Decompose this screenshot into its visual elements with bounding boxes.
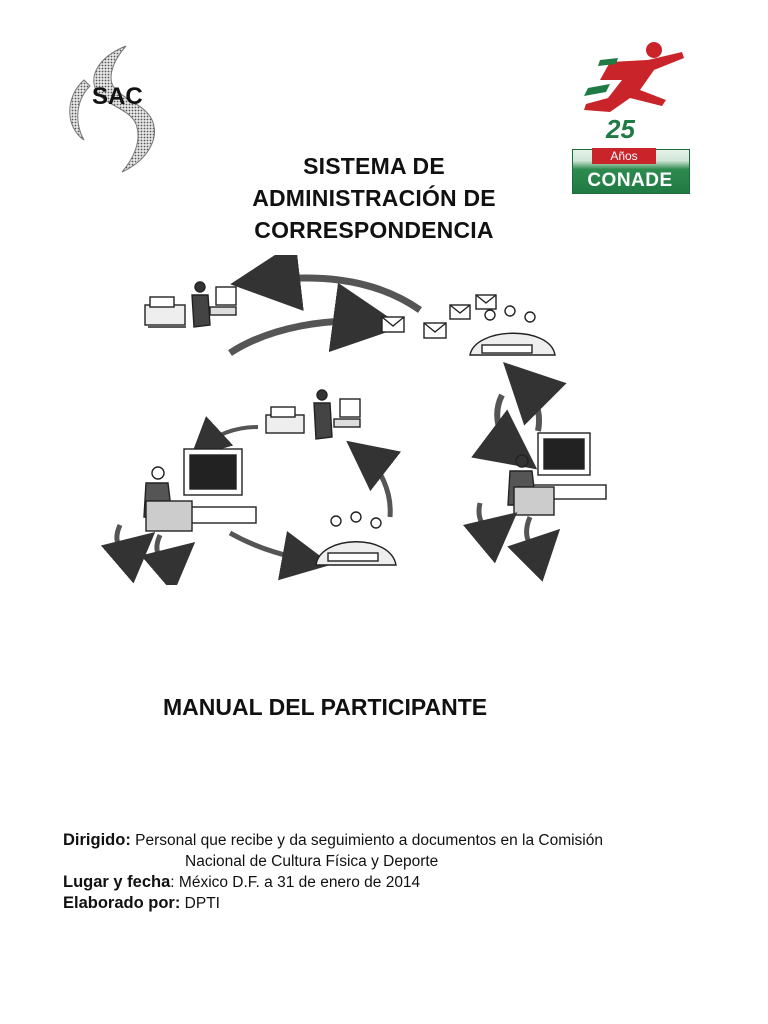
runner-icon — [570, 40, 690, 150]
fax-machine-icon — [145, 297, 186, 327]
workflow-diagram — [90, 255, 630, 585]
elaborado-label: Elaborado por: — [63, 894, 181, 912]
dirigido-label: Dirigido: — [63, 831, 131, 849]
lugar-fecha-row — [63, 872, 753, 893]
anniversary-number: 25 — [606, 114, 635, 144]
lugar-fecha-label: Lugar y fecha — [63, 873, 171, 891]
anos-badge: Años — [592, 148, 656, 164]
office-worker-icon — [192, 282, 236, 327]
fax-machine-icon — [266, 407, 304, 433]
computer-workstation-icon — [508, 433, 606, 515]
team-meeting-icon — [470, 306, 555, 355]
dirigido-value-line2: Nacional de Cultura Física y Deporte — [185, 853, 439, 870]
title-line-2: ADMINISTRACIÓN DE — [252, 185, 496, 211]
workflow-illustration — [90, 255, 630, 585]
dirigido-row — [63, 830, 753, 851]
sac-logo-text: SAC — [92, 83, 143, 110]
elaborado-row — [63, 893, 753, 914]
sac-logo-graphic — [56, 40, 196, 180]
computer-workstation-icon — [144, 449, 256, 531]
document-title — [184, 150, 564, 246]
manual-subtitle: MANUAL DEL PARTICIPANTE — [163, 694, 488, 720]
title-line-1: SISTEMA DE — [303, 153, 445, 179]
team-meeting-icon — [316, 512, 396, 565]
conade-wordmark: CONADE — [587, 170, 673, 191]
lugar-fecha-value: : México D.F. a 31 de enero de 2014 — [170, 874, 421, 891]
conade-logo — [570, 40, 690, 194]
elaborado-value: DPTI — [184, 895, 220, 912]
title-line-3: CORRESPONDENCIA — [254, 217, 494, 243]
dirigido-value-line1: Personal que recibe y da seguimiento a documentos en la Comisión — [135, 832, 603, 849]
office-worker-icon — [314, 390, 360, 439]
document-info — [63, 830, 753, 914]
sac-logo — [56, 40, 196, 180]
